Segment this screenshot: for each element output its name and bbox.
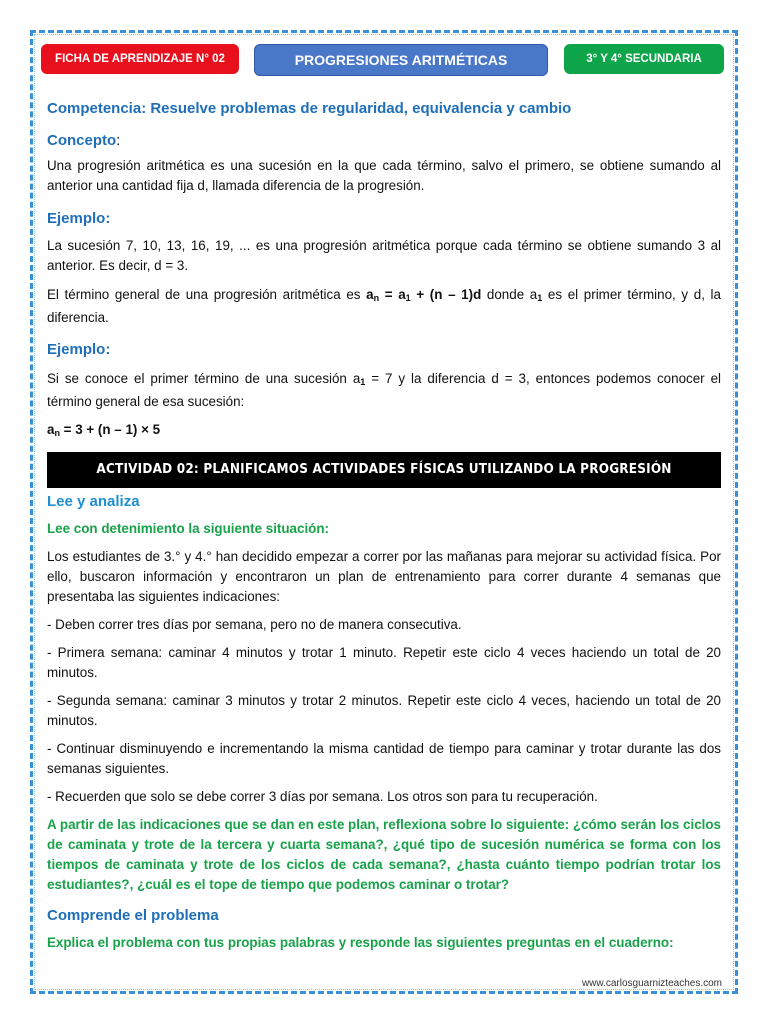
activity-banner-text: ACTIVIDAD 02: PLANIFICAMOS ACTIVIDADES FÍSICAS UTILIZANDO LA PROGRESIÓN ARITMÉTICA (71, 452, 698, 488)
formula-end: + (n – 1)d (410, 287, 482, 302)
general-term-text (47, 285, 721, 328)
worksheet-title-badge: PROGRESIONES ARITMÉTICAS (254, 44, 548, 76)
general-term-formula (366, 287, 481, 302)
comprende-text: Explica el problema con tus propias palabras y responde las siguientes preguntas en el cuaderno: (47, 935, 674, 950)
worksheet-content (47, 96, 721, 953)
ejemplo-2-pre: Si se conoce el primer término de una sucesión a (47, 371, 361, 386)
footer-url: www.carlosguarnizteaches.com (581, 978, 722, 989)
general-term-sub: 1 (537, 293, 543, 303)
formula2-sub-n: n (54, 428, 60, 438)
lee-intro: Los estudiantes de 3.° y 4.° han decidido empezar a correr por las mañanas para mejorar su actividad física. Por ello, buscaron información y encontraron un plan de entrenamiento para correr durante 4 semanas que presentaba las siguientes indicaciones: (47, 549, 721, 604)
formula2-rest: = 3 + (n – 1) × 5 (59, 422, 161, 437)
worksheet-number-badge: FICHA DE APRENDIZAJE N° 02 (41, 44, 239, 74)
formula-mid: = a (379, 287, 406, 302)
concepto-colon: : (116, 132, 121, 149)
list-item: - Continuar disminuyendo e incrementando la misma cantidad de tiempo para caminar y trotar durante las dos semanas siguientes. (47, 741, 721, 776)
reflection-questions: A partir de las indicaciones que se dan en este plan, reflexiona sobre lo siguiente: ¿cómo serán los ciclos de caminata y trote de la tercera y cuarta semana?, ¿qué tipo de sucesión numérica se forma con los tiempos de caminata y trote de los ciclos de cada semana?, ¿hasta cuánto tiempo podrían trotar los estudiantes?, ¿cuál es el tope de tiempo que podemos caminar o trotar? (47, 817, 721, 892)
ejemplo-1-heading: Ejemplo: (47, 210, 111, 227)
ejemplo-2-heading: Ejemplo: (47, 341, 111, 358)
list-item: - Recuerden que solo se debe correr 3 días por semana. Los otros son para tu recuperación. (47, 789, 598, 804)
concepto-text: Una progresión aritmética es una sucesión en la que cada término, salvo el primero, se obtiene sumando al anterior una cantidad fija d, llamada diferencia de la progresión. (47, 158, 721, 193)
formula-sub-1: 1 (405, 293, 411, 303)
ejemplo-2-post: = 7 y la diferencia d = 3, entonces podemos conocer el término general de esa sucesión: (47, 371, 721, 409)
lee-heading: Lee y analiza (47, 493, 140, 510)
comprende-heading: Comprende el problema (47, 907, 219, 924)
concepto-title: Concepto (47, 132, 117, 149)
list-item: - Deben correr tres días por semana, pero no de manera consecutiva. (47, 617, 462, 632)
competencia-heading: Competencia: Resuelve problemas de regularidad, equivalencia y cambio (47, 100, 572, 117)
formula2-a: a (47, 422, 55, 437)
general-term-pre: El término general de una progresión aritmética es (47, 287, 367, 302)
lee-instruction: Lee con detenimiento la siguiente situación: (47, 521, 329, 536)
concepto-heading (47, 130, 721, 152)
ejemplo-2-formula (47, 420, 721, 443)
ejemplo-1-text: La sucesión 7, 10, 13, 16, 19, ... es una progresión aritmética porque cada término se obtiene sumando 3 al anterior. Es decir, d = 3. (47, 238, 721, 273)
list-item: - Segunda semana: caminar 3 minutos y trotar 2 minutos. Repetir este ciclo 4 veces, haciendo un total de 20 minutos. (47, 693, 721, 728)
list-item: - Primera semana: caminar 4 minutos y trotar 1 minuto. Repetir este ciclo 4 veces haciendo un total de 20 minutos. (47, 645, 721, 680)
ejemplo-2-sub: 1 (360, 377, 366, 387)
formula-sub-n: n (373, 293, 380, 303)
grade-level-badge: 3° Y 4° SECUNDARIA (564, 44, 724, 74)
general-term-post: es el primer término, y d, la diferencia. (47, 287, 721, 325)
formula-a: a (366, 287, 374, 302)
general-term-mid: donde a (481, 287, 538, 302)
ejemplo-2-text (47, 369, 721, 412)
